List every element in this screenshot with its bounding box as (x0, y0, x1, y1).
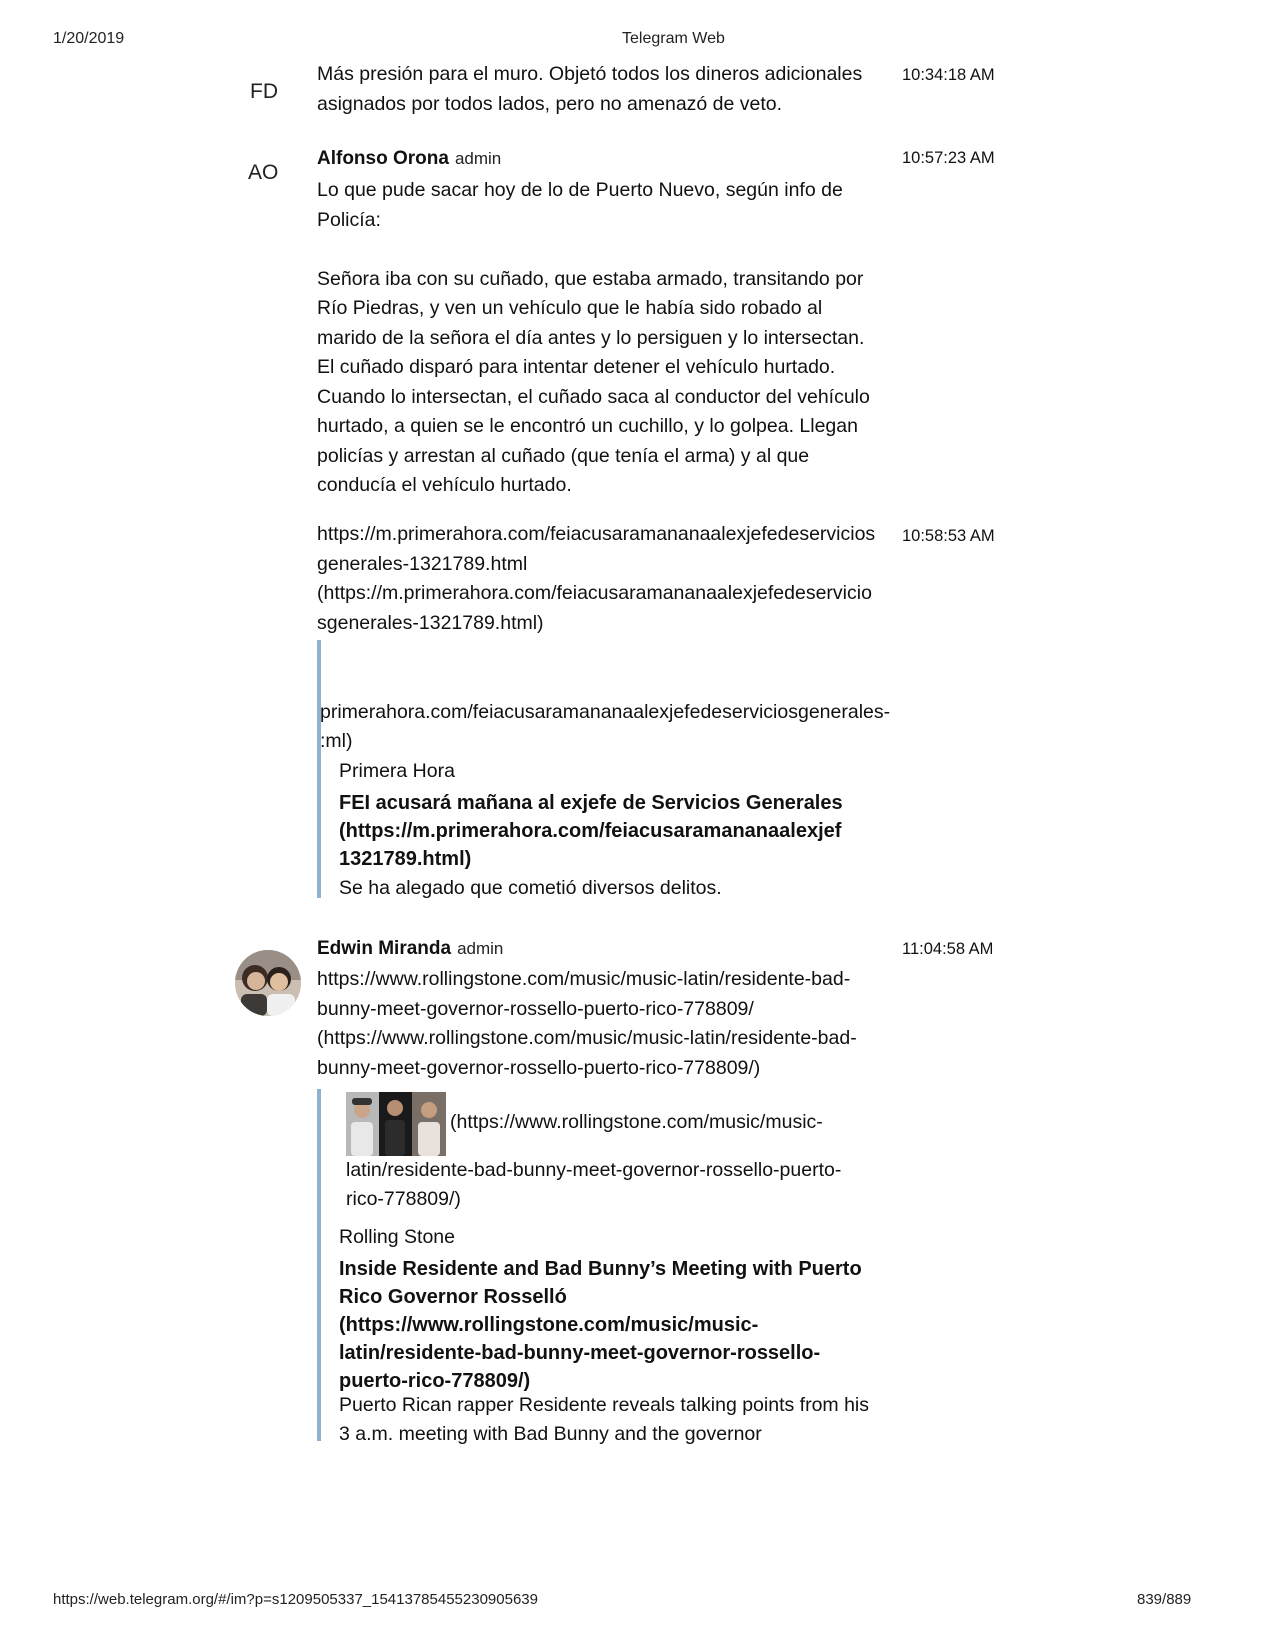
preview-title[interactable]: Inside Residente and Bad Bunny’s Meeting with Puerto Rico Governor Rosselló (https://www.rollingstone.com/music/music- latin/residente-bad-bunny-meet-governor-rossello- puerto-rico-778809/) (339, 1258, 862, 1392)
preview-image-link[interactable]: (https://www.rollingstone.com/music/music- (450, 1111, 823, 1133)
preview-image-link-rest[interactable]: latin/residente-bad-bunny-meet-governor-rossello-puerto- rico-778809/) (346, 1159, 842, 1210)
avatar-photo-icon (235, 950, 301, 1016)
preview-title[interactable]: FEI acusará mañana al exjefe de Servicios Generales (https://m.primerahora.com/feiacusaramananaalexjef 1321789.html) (339, 792, 843, 870)
preview-url-fragment[interactable]: primerahora.com/feiacusaramananaalexjefedeserviciosgenerales- :ml) (320, 701, 891, 752)
preview-description: Se ha alegado que cometió diversos delitos. (339, 877, 722, 899)
message-time: 10:57:23 AM (902, 149, 995, 167)
author-name[interactable] (317, 148, 501, 170)
author-name[interactable] (317, 938, 503, 960)
author-role: admin (454, 149, 502, 168)
avatar[interactable] (235, 950, 301, 1016)
message-link[interactable]: https://www.rollingstone.com/music/music-latin/residente-bad- bunny-meet-governor-rossello-puerto-rico-778809/ (https://www.rollingstone.com/music/music-latin/residente-bad- bunny-meet-governor-rossello-puerto-rico-778809/) (317, 968, 857, 1079)
print-url: https://web.telegram.org/#/im?p=s1209505337_15413785455230905639 (53, 1591, 538, 1608)
author-role: admin (457, 939, 504, 958)
preview-site: Primera Hora (339, 760, 455, 782)
preview-description: Puerto Rican rapper Residente reveals talking points from his 3 a.m. meeting with Bad Bunny and the governor (339, 1394, 870, 1445)
author-name-text: Alfonso Orona (317, 148, 449, 169)
print-title: Telegram Web (622, 30, 725, 47)
author-name-text: Edwin Miranda (317, 938, 452, 959)
photo-thumbnail-icon (346, 1092, 446, 1156)
print-page-number: 839/889 (1137, 1591, 1192, 1608)
preview-bar (317, 1089, 321, 1441)
preview-thumbnail[interactable] (346, 1092, 446, 1156)
message-text: Lo que pude sacar hoy de lo de Puerto Nuevo, según info de Policía: Señora iba con su cuñado, que estaba armado, transitando por Río Piedras, y ven un vehículo que le había sido robado al marido de la señora el día antes y lo persiguen y lo intersectan. El cuñado disparó para intentar detener el vehículo hurtado. Cuando lo intersectan, el cuñado saca al conductor del vehículo hurtado, a quien se le encontró un cuchillo, y lo golpea. Llegan policías y arrestan al cuñado (que tenía el arma) y al que conducía el vehículo hurtado. (317, 179, 870, 496)
print-date: 1/20/2019 (53, 30, 125, 47)
preview-site: Rolling Stone (339, 1226, 455, 1248)
sender-initials: FD (250, 80, 278, 103)
sender-initials: AO (248, 161, 279, 184)
message-time: 10:58:53 AM (902, 527, 995, 545)
message-time: 11:04:58 AM (902, 940, 994, 958)
message-link[interactable]: https://m.primerahora.com/feiacusaramananaalexjefedeservicios generales-1321789.html (https://m.primerahora.com/feiacusaramananaalexjefedeservicio sgenerales-1321789.html) (317, 523, 876, 634)
message-text: Más presión para el muro. Objetó todos los dineros adicionales asignados por todos lados, pero no amenazó de veto. (317, 63, 863, 115)
preview-bar (317, 640, 321, 898)
message-time: 10:34:18 AM (902, 66, 995, 84)
